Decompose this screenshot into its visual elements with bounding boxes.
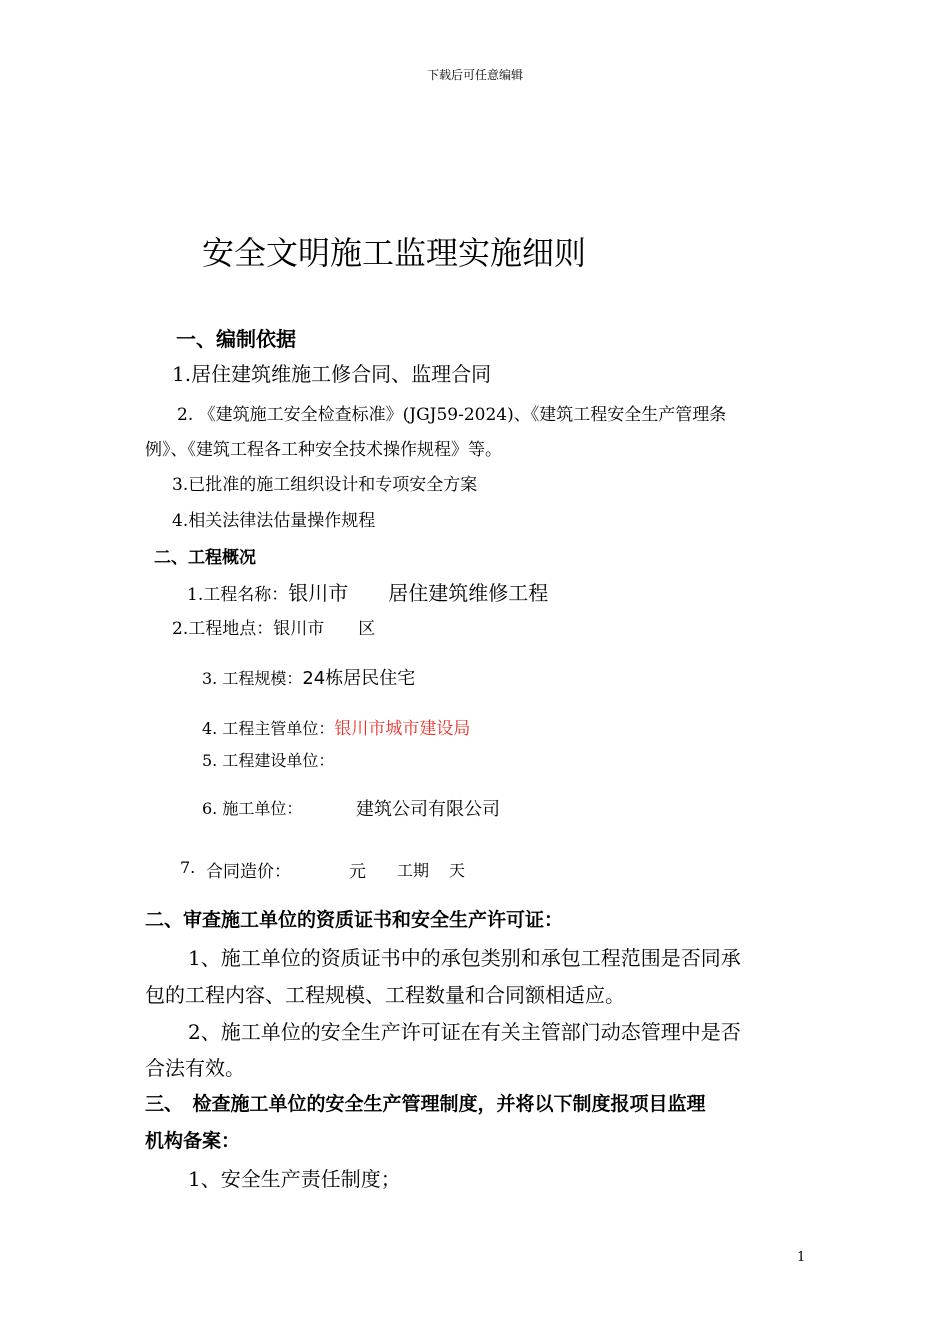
project-authority-label: 4. 工程主管单位： bbox=[202, 719, 335, 738]
section1-item-2-cont: 例》、《建筑工程各工种安全技术操作规程》等。 bbox=[145, 440, 502, 460]
period-label: 工期 bbox=[397, 861, 430, 880]
section3-p1-line2: 包的工程内容、工程规模、工程数量和合同额相适应。 bbox=[145, 983, 625, 1007]
project-location-value: 银川市 区 bbox=[273, 619, 376, 639]
section1-item-1: 1.居住建筑维施工修合同、监理合同 bbox=[172, 362, 492, 386]
document-title: 安全文明施工监理实施细则 bbox=[202, 234, 587, 272]
section4-item1: 1、安全生产责任制度； bbox=[188, 1167, 401, 1191]
contract-price-unit: 元 bbox=[349, 862, 366, 882]
section3-heading: 二、审查施工单位的资质证书和安全生产许可证： bbox=[145, 909, 564, 931]
section4-heading-line1: 三、 检查施工单位的安全生产管理制度，并将以下制度报项目监理 bbox=[145, 1093, 706, 1115]
period-unit: 天 bbox=[449, 861, 466, 880]
section1-item-2: 2. 《建筑施工安全检查标准》(JGJ59-2024)、《建筑工程安全生产管理条 bbox=[177, 405, 727, 425]
project-authority-value: 银川市城市建设局 bbox=[334, 719, 471, 739]
project-scale-label: 3. 工程规模： bbox=[202, 669, 303, 688]
project-contractor-label: 6. 施工单位： bbox=[202, 799, 303, 818]
project-location-label: 2.工程地点： bbox=[172, 619, 274, 639]
section3-p2-line1: 2、施工单位的安全生产许可证在有关主管部门动态管理中是否 bbox=[188, 1020, 741, 1044]
contract-price-num: 7. bbox=[180, 858, 196, 877]
project-name-label: 1.工程名称： bbox=[187, 585, 289, 605]
section1-heading: 一、编制依据 bbox=[176, 327, 296, 351]
section3-p1-line1: 1、施工单位的资质证书中的承包类别和承包工程范围是否同承 bbox=[188, 946, 741, 970]
section4-heading-line2: 机构备案： bbox=[145, 1130, 241, 1152]
project-owner-label: 5. 工程建设单位： bbox=[202, 751, 335, 770]
header-note: 下载后可任意编辑 bbox=[426, 68, 523, 82]
section3-p2-line2: 合法有效。 bbox=[145, 1056, 245, 1080]
project-scale-row bbox=[202, 664, 415, 690]
project-location-row bbox=[172, 614, 375, 639]
section1-item-4: 4.相关法律法估量操作规程 bbox=[172, 511, 376, 531]
page-number: 1 bbox=[797, 1250, 806, 1265]
section1-item-3: 3.已批准的施工组织设计和专项安全方案 bbox=[172, 475, 478, 495]
project-authority-row bbox=[202, 714, 470, 739]
project-contractor-value: 建筑公司有限公司 bbox=[356, 799, 500, 820]
section2-heading: 二、工程概况 bbox=[154, 548, 256, 568]
project-scale-value: 24栋居民住宅 bbox=[302, 668, 416, 689]
contract-price-label: 合同造价： bbox=[206, 862, 291, 882]
project-name-row bbox=[187, 577, 548, 606]
project-name-value: 银川市 居住建筑维修工程 bbox=[288, 581, 549, 605]
